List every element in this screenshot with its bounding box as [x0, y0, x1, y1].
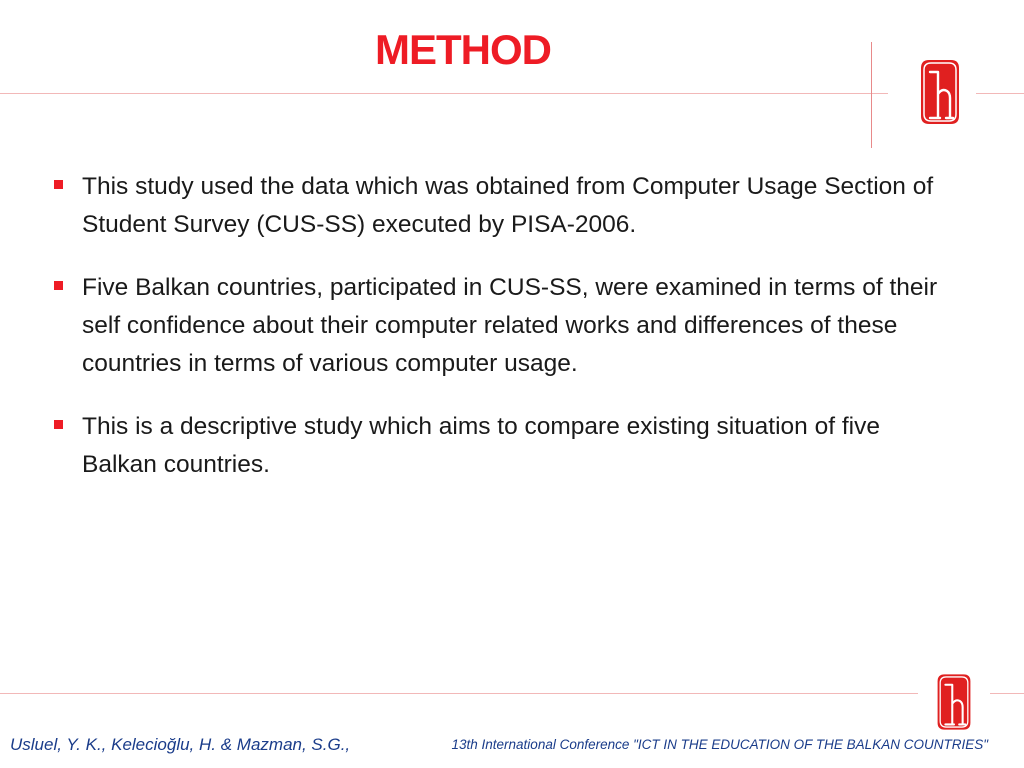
header-logo-icon	[918, 58, 962, 126]
bullet-text: This is a descriptive study which aims to compare existing situation of five Balkan countries.	[82, 413, 880, 478]
footer-rule-right	[990, 693, 1024, 694]
bullet-square-icon	[54, 180, 63, 189]
header-rule-right	[976, 93, 1024, 94]
footer-conference: 13th International Conference "ICT IN THE EDUCATION OF THE BALKAN COUNTRIES"	[451, 737, 988, 752]
footer-logo-icon	[935, 672, 973, 732]
footer-rule-left	[0, 693, 918, 694]
bullet-item	[50, 269, 950, 383]
bullet-text: Five Balkan countries, participated in CUS-SS, were examined in terms of their self confidence about their computer related works and differences of these countries in terms of various computer usage.	[82, 274, 938, 377]
bullet-square-icon	[54, 281, 63, 290]
footer-authors: Usluel, Y. K., Kelecioğlu, H. & Mazman, S.G.,	[10, 735, 351, 754]
slide-title: METHOD	[375, 26, 551, 73]
bullet-item	[50, 168, 950, 244]
bullet-item	[50, 408, 950, 484]
bullet-square-icon	[54, 420, 63, 429]
bullet-text: This study used the data which was obtained from Computer Usage Section of Student Survey (CUS-SS) executed by PISA-2006.	[82, 173, 934, 238]
header-rule-left	[0, 93, 888, 94]
bullet-list	[50, 168, 950, 509]
